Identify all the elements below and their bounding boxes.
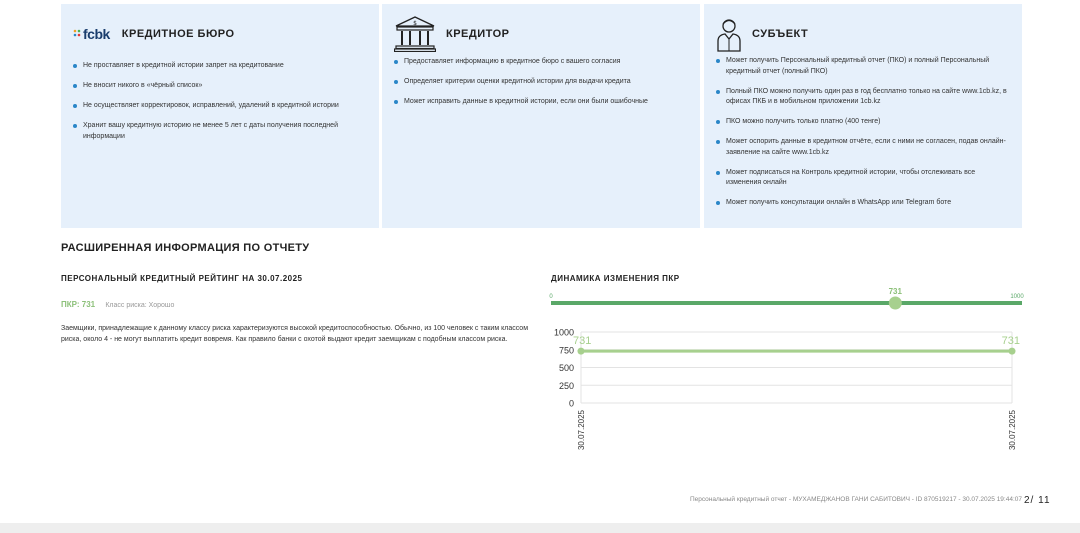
y-tick-label: 1000 bbox=[553, 327, 574, 338]
y-tick-label: 0 bbox=[568, 398, 574, 409]
fcbk-dots-icon bbox=[73, 29, 83, 39]
credit-bureau-header bbox=[73, 14, 235, 54]
gauge-min-label: 0 bbox=[549, 294, 553, 300]
list-item: Может получить Персональный кредитный отчет (ПКО) и полный Персональный кредитный отчет (полный ПКО) bbox=[716, 56, 1008, 77]
credit-bureau-card bbox=[61, 4, 379, 228]
page-number: 2/ 11 bbox=[1024, 495, 1051, 506]
rating-description: Заемщики, принадлежащие к данному классу риска характеризуются высокой кредитоспособностью. Обычно, из 100 человек с таким классом риска, около 4 - не могут выплатить кредит вовремя. Как правило банки с охотой выдают кредит заемщикам с подобным классом риска. bbox=[61, 325, 529, 343]
pkr-value: ПКР: 731 bbox=[61, 300, 96, 309]
rating-title: ПЕРСОНАЛЬНЫЙ КРЕДИТНЫЙ РЕЙТИНГ НА 30.07.2025 bbox=[61, 274, 303, 283]
data-point bbox=[578, 348, 585, 355]
list-item: Может получить консультации онлайн в WhatsApp или Telegram боте bbox=[716, 198, 1008, 209]
list-item: Не вносит никого в «чёрный список» bbox=[73, 81, 365, 92]
x-tick-label: 30.07.2025 bbox=[577, 410, 586, 451]
list-item: Полный ПКО можно получить один раз в год бесплатно только на сайте www.1cb.kz, в офисах ПКБ и в мобильном приложении 1cb.kz bbox=[716, 87, 1008, 108]
y-tick-label: 750 bbox=[558, 345, 574, 356]
subject-header bbox=[716, 14, 808, 54]
data-point bbox=[1009, 348, 1016, 355]
risk-class: Класс риска: Хорошо bbox=[105, 302, 175, 309]
y-tick-label: 250 bbox=[558, 380, 574, 391]
x-tick-label: 30.07.2025 bbox=[1008, 410, 1017, 451]
person-icon bbox=[716, 16, 742, 52]
list-item: Не проставляет в кредитной истории запрет на кредитование bbox=[73, 61, 365, 72]
bottom-band bbox=[0, 523, 1080, 533]
list-item: Может подписаться на Контроль кредитной истории, чтобы отслеживать все изменения онлайн bbox=[716, 168, 1008, 189]
credit-bureau-list bbox=[73, 61, 365, 152]
section-title: РАСШИРЕННАЯ ИНФОРМАЦИЯ ПО ОТЧЕТУ bbox=[61, 242, 310, 254]
list-item: Определяет критерии оценки кредитной истории для выдачи кредита bbox=[394, 77, 686, 88]
report-footer: Персональный кредитный отчет - МУХАМЕДЖАНОВ ГАНИ САБИТОВИЧ - ID 870519217 - 30.07.2025 19:44:07 bbox=[689, 496, 1022, 503]
list-item: Не осуществляет корректировок, исправлений, удалений в кредитной истории bbox=[73, 101, 365, 112]
list-item: Предоставляет информацию в кредитное бюро с вашего согласия bbox=[394, 57, 686, 68]
svg-text:$: $ bbox=[413, 20, 417, 27]
dynamics-title: ДИНАМИКА ИЗМЕНЕНИЯ ПКР bbox=[551, 274, 680, 283]
y-tick-label: 500 bbox=[558, 363, 574, 373]
list-item: ПКО можно получить только платно (400 тенге) bbox=[716, 117, 1008, 128]
credit-bureau-title: КРЕДИТНОЕ БЮРО bbox=[121, 28, 235, 40]
pkr-line-chart bbox=[546, 322, 1026, 462]
list-item: Может оспорить данные в кредитном отчёте, если с ними не согласен, подав онлайн-заявление на сайте www.1cb.kz bbox=[716, 137, 1008, 158]
bank-icon bbox=[394, 16, 436, 52]
gauge-max-label: 1000 bbox=[1010, 294, 1024, 300]
creditor-card bbox=[382, 4, 700, 228]
creditor-list bbox=[394, 57, 686, 117]
data-label: 731 bbox=[573, 335, 592, 348]
creditor-title: КРЕДИТОР bbox=[446, 28, 510, 40]
creditor-header bbox=[394, 14, 509, 54]
gauge-track bbox=[551, 301, 1022, 305]
gauge-marker bbox=[889, 297, 902, 310]
list-item: Может исправить данные в кредитной истории, если они были ошибочные bbox=[394, 97, 686, 108]
pkr-line bbox=[61, 300, 174, 309]
subject-title: СУБЪЕКТ bbox=[752, 28, 809, 40]
fcbk-logo-icon bbox=[73, 26, 110, 42]
pkr-gauge-chart bbox=[546, 287, 1026, 313]
list-item: Хранит вашу кредитную историю не менее 5 лет с даты получения последней информации bbox=[73, 121, 365, 142]
subject-card bbox=[704, 4, 1022, 228]
gauge-value-label: 731 bbox=[888, 287, 902, 296]
fcbk-logo-text: fcbk bbox=[83, 26, 110, 42]
subject-list bbox=[716, 56, 1008, 218]
data-label: 731 bbox=[1001, 335, 1020, 348]
